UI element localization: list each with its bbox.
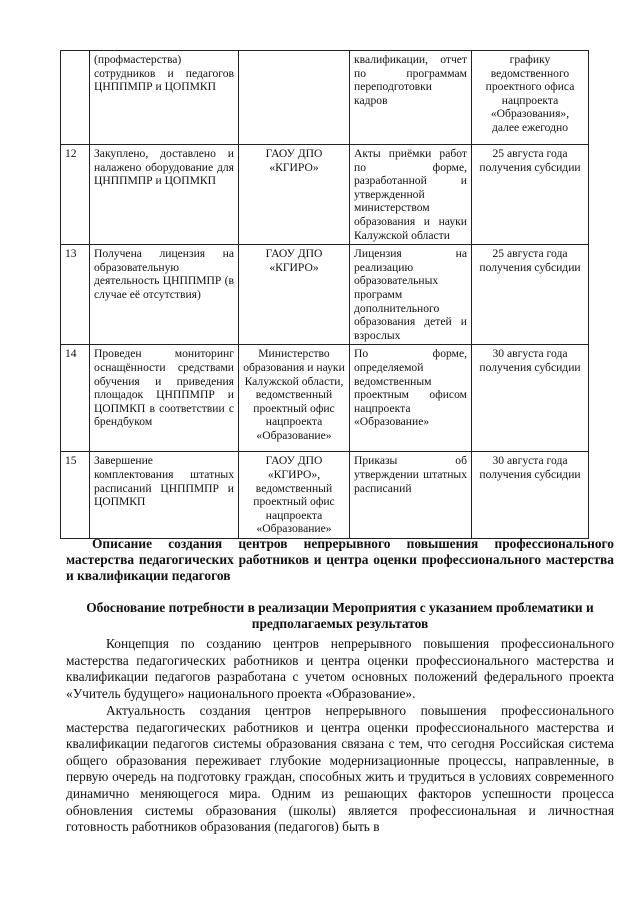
- deadline-cell: 30 августа года получения субсидии: [472, 345, 589, 452]
- table-row: [61, 51, 589, 145]
- action-cell: Завершение комплектования штатных расписаний ЦНППМПР и ЦОПМКП: [90, 452, 239, 539]
- executor-cell: ГАОУ ДПО «КГИРО»: [239, 245, 350, 345]
- paragraph: Концепция по созданию центров непрерывного повышения профессионального мастерства педагогических работников и центра оценки профессионального мастерства и квалификации педагогов разработана с учетом основных положений федерального проекта «Учитель будущего» национального проекта «Образование».: [66, 636, 614, 701]
- row-number: 13: [61, 245, 90, 345]
- table-row: [61, 345, 589, 452]
- action-cell: Закуплено, доставлено и налажено оборудование для ЦНППМПР и ЦОПМКП: [90, 145, 239, 245]
- table-row: [61, 452, 589, 539]
- executor-cell: Министерство образования и науки Калужской области, ведомственный проектный офис нацпроекта «Образование»: [239, 345, 350, 452]
- paragraph: Актуальность создания центров непрерывного повышения профессионального мастерства педагогических работников и центра оценки профессионального мастерства и квалификации педагогов системы образования связана с тем, что сегодня Российская система общего образования переживает глубокие модернизационные процессы, направленные, в первую очередь на подготовку граждан, способных жить и трудиться в условиях современного динамично меняющегося мира. Одним из решающих факторов успешности процесса обновления системы образования (школы) является профессиональная и личностная готовность работников образования (педагогов) быть в: [66, 703, 614, 835]
- action-cell: Получена лицензия на образовательную деятельность ЦНППМПР (в случае её отсутствия): [90, 245, 239, 345]
- deadline-cell: 25 августа года получения субсидии: [472, 145, 589, 245]
- result-cell: Лицензия на реализацию образовательных программ дополнительного образования детей и взрослых: [350, 245, 472, 345]
- table-row: [61, 245, 589, 345]
- action-cell: Проведен мониторинг оснащённости средствами обучения и приведения площадок ЦНППМПР и ЦОПМКП в соответствии с брендбуком: [90, 345, 239, 452]
- row-number: 14: [61, 345, 90, 452]
- row-number: 12: [61, 145, 90, 245]
- result-cell: Акты приёмки работ по форме, разработанной и утвержденной министерством образования и науки Калужской области: [350, 145, 472, 245]
- executor-cell: ГАОУ ДПО «КГИРО», ведомственный проектный офис нацпроекта «Образование»: [239, 452, 350, 539]
- row-number: 15: [61, 452, 90, 539]
- action-cell: (профмастерства) сотрудников и педагогов ЦНППМПР и ЦОПМКП: [90, 51, 239, 145]
- deadline-cell: графику ведомственного проектного офиса нацпроекта «Образования», далее ежегодно: [472, 51, 589, 145]
- deadline-cell: 25 августа года получения субсидии: [472, 245, 589, 345]
- executor-cell: [239, 51, 350, 145]
- activities-table: [60, 50, 589, 539]
- executor-cell: ГАОУ ДПО «КГИРО»: [239, 145, 350, 245]
- table-row: [61, 145, 589, 245]
- result-cell: По форме, определяемой ведомственным проектным офисом нацпроекта «Образование»: [350, 345, 472, 452]
- subsection-title: Обоснование потребности в реализации Мероприятия с указанием проблематики и предполагаемых результатов: [86, 600, 594, 631]
- result-cell: квалификации, отчет по программам переподготовки кадров: [350, 51, 472, 145]
- result-cell: Приказы об утверждении штатных расписаний: [350, 452, 472, 539]
- deadline-cell: 30 августа года получения субсидии: [472, 452, 589, 539]
- row-number: [61, 51, 90, 145]
- section-title: Описание создания центров непрерывного повышения профессионального мастерства педагогических работников и центра оценки профессионального мастерства и квалификации педагогов: [66, 536, 614, 583]
